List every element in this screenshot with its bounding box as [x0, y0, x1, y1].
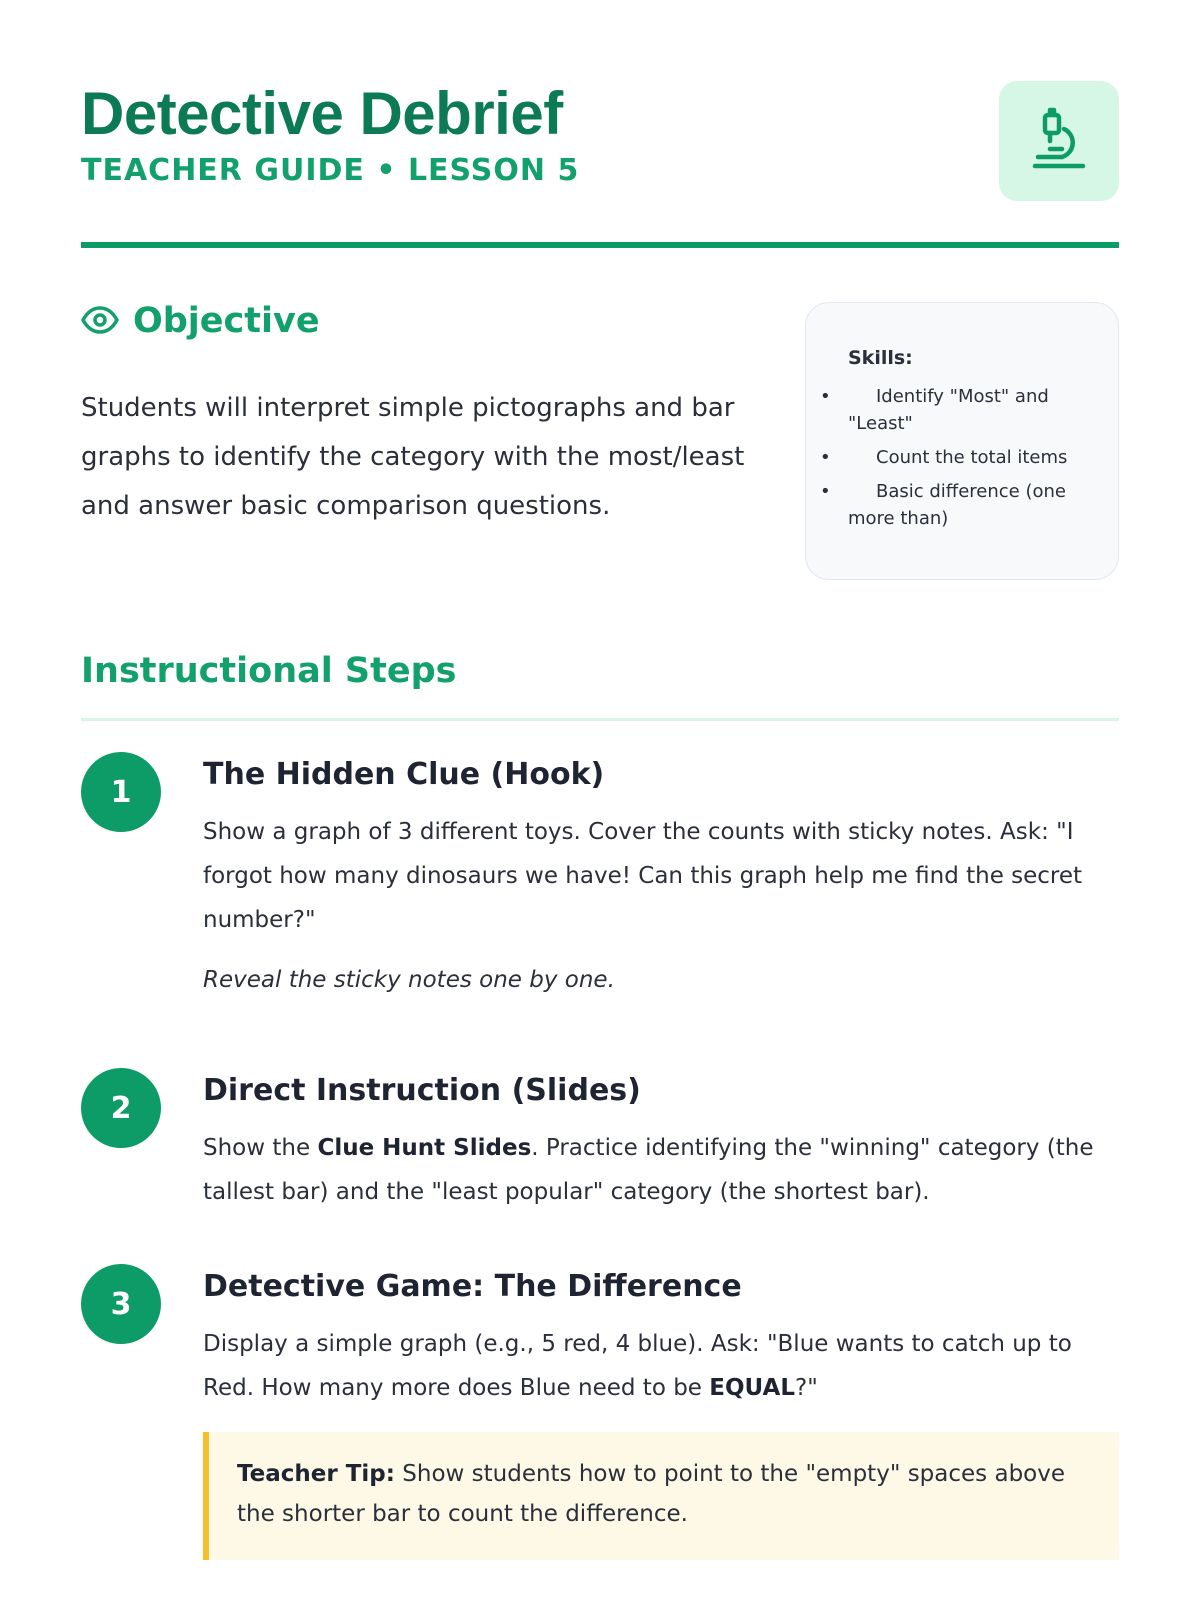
- step-text-part: . Practice identifying the "winning" category (the tallest bar) and the "least popular" category (the shortest bar).: [203, 1135, 1094, 1205]
- equal-emphasis: EQUAL: [709, 1375, 795, 1401]
- page-title: Detective Debrief: [81, 80, 563, 147]
- step-body: [203, 752, 1119, 1002]
- objective-title: Objective: [133, 301, 320, 341]
- skills-title: Skills:: [848, 347, 913, 369]
- step-number-badge: 2: [81, 1068, 161, 1148]
- tip-text: Show students how to point to the "empty" spaces above the shorter bar to count the difference.: [237, 1461, 1065, 1527]
- skill-item: • Count the total items: [848, 444, 1088, 471]
- page-subtitle: TEACHER GUIDE • LESSON 5: [81, 153, 580, 188]
- step-number-badge: 3: [81, 1264, 161, 1344]
- step-text: [203, 1126, 1119, 1214]
- skill-item: • Basic difference (one more than): [848, 478, 1088, 532]
- header-badge: [999, 81, 1119, 201]
- step-text-part: Show the: [203, 1135, 318, 1161]
- steps-heading: Instructional Steps: [81, 651, 457, 691]
- steps-divider: [81, 718, 1119, 721]
- objective-section: [81, 248, 1119, 628]
- step-text-part: ?": [794, 1375, 818, 1401]
- step-body: [203, 1068, 1119, 1214]
- clue-hunt-slides-label: Clue Hunt Slides: [317, 1135, 532, 1161]
- skills-card: [805, 302, 1119, 580]
- step-title: Detective Game: The Difference: [203, 1269, 742, 1304]
- step-number-badge: 1: [81, 752, 161, 832]
- skill-item: • Identify "Most" and "Least": [848, 383, 1088, 437]
- teacher-tip-callout: [203, 1432, 1119, 1560]
- microscope-icon: [1029, 107, 1089, 175]
- tip-label: Teacher Tip:: [237, 1461, 395, 1487]
- step-text: [203, 1322, 1119, 1410]
- step-note: Reveal the sticky notes one by one.: [203, 967, 615, 993]
- eye-icon: [81, 306, 119, 338]
- objective-text: Students will interpret simple pictographs and bar graphs to identify the category with the most/least and answer basic comparison questions.: [81, 393, 745, 521]
- objective-heading: [81, 301, 320, 341]
- step-body: [203, 1264, 1119, 1560]
- skills-list: [848, 383, 1088, 532]
- step-text-part: Display a simple graph (e.g., 5 red, 4 blue). Ask: "Blue wants to catch up to Red. How many more does Blue need to be: [203, 1331, 1072, 1401]
- step-title: The Hidden Clue (Hook): [203, 757, 605, 792]
- page-header: [81, 0, 1119, 248]
- step-text: Show a graph of 3 different toys. Cover the counts with sticky notes. Ask: "I forgot how many dinosaurs we have! Can this graph help me find the secret number?": [203, 819, 1083, 933]
- step-title: Direct Instruction (Slides): [203, 1073, 641, 1108]
